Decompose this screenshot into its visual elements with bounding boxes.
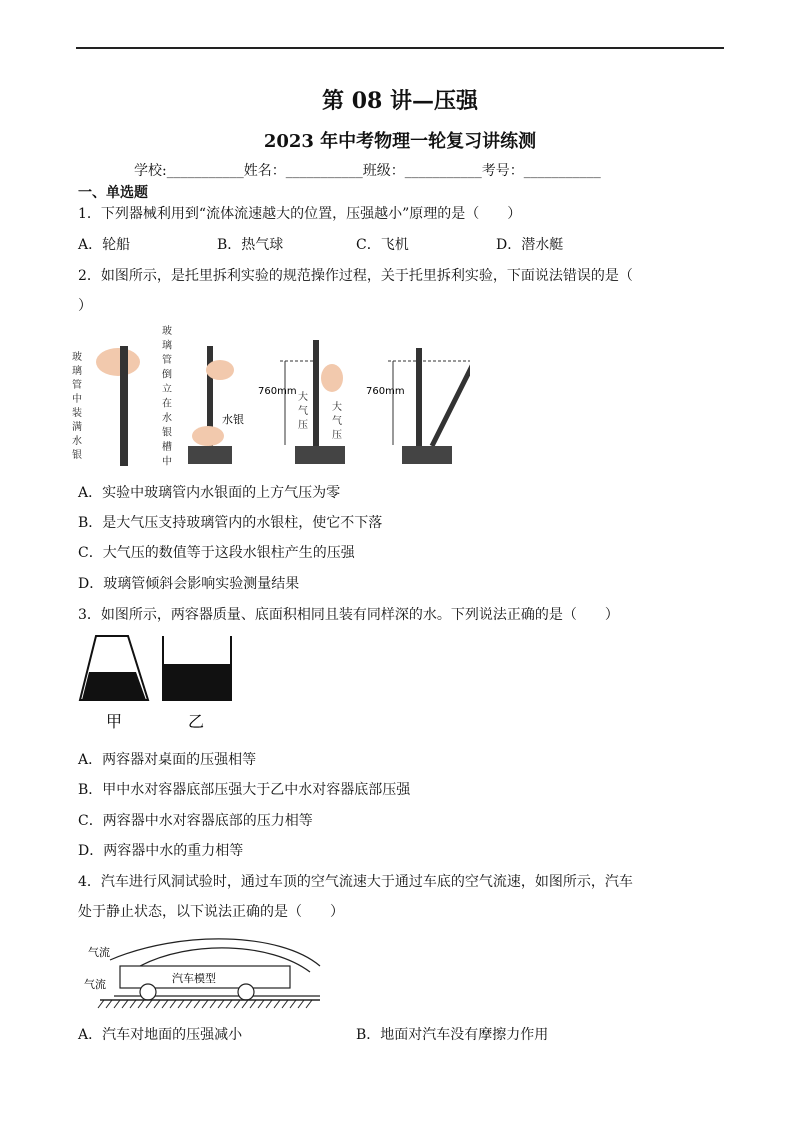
vertical-label-char: 璃 [72, 366, 82, 377]
label-fill-tube [72, 350, 82, 461]
vertical-label-char: 大 [332, 402, 342, 413]
question-3-option-a: A．两容器对桌面的压强相等 [78, 752, 257, 768]
vertical-label-char: 银 [72, 450, 82, 461]
vertical-label-char: 银 [162, 427, 172, 439]
top-rule [76, 47, 724, 49]
wind-tunnel-figure [80, 936, 330, 1011]
vertical-label-char: 水 [162, 413, 172, 424]
car-wheel-rear [238, 984, 254, 1000]
vertical-label-char: 倒 [162, 369, 172, 381]
question-1-stem: 1．下列器械利用到“流体流速越大的位置，压强越小”原理的是（ ） [78, 206, 522, 222]
question-1-option-a: A．轮船 [78, 237, 131, 253]
question-1-option-d: D．潜水艇 [496, 237, 564, 253]
glass-tube-4 [416, 348, 422, 446]
student-info-line: 学校:___________姓名：___________班级：___________考号：___________ [134, 163, 601, 179]
question-1-option-b: B．热气球 [217, 237, 284, 253]
vertical-label-char: 立 [162, 384, 172, 395]
question-4-option-a: A．汽车对地面的压强减小 [78, 1027, 243, 1043]
glass-tube-1 [120, 346, 128, 466]
question-2-stem-line1: 2．如图所示，是托里拆利实验的规范操作过程，关于托里拆利实验，下面说法错误的是（ [78, 268, 633, 284]
question-3-option-c: C．两容器中水对容器底部的压力相等 [78, 813, 313, 829]
vertical-label-char: 气 [298, 406, 308, 417]
page-title: 第 08 讲—压强 [322, 88, 478, 114]
label-invert-tube [162, 324, 172, 468]
label-flow-top: 气流 [88, 946, 110, 959]
car-wheel-front [140, 984, 156, 1000]
vertical-label-char: 装 [72, 408, 82, 419]
vertical-label-char: 压 [298, 420, 308, 431]
mercury-tub-4 [402, 446, 452, 464]
vertical-label-char: 中 [162, 456, 172, 468]
torricelli-figure [70, 318, 470, 473]
label-height-3: 760mm [258, 386, 297, 397]
vertical-label-char: 玻 [162, 326, 172, 337]
label-flow-bottom: 气流 [84, 978, 106, 991]
question-2-stem-line2: ） [78, 298, 92, 314]
question-2-option-b: B．是大气压支持玻璃管内的水银柱，使它不下落 [78, 515, 383, 531]
page-subtitle: 2023 年中考物理一轮复习讲练测 [263, 131, 537, 152]
label-car-model: 汽车模型 [172, 972, 216, 985]
question-2-option-c: C．大气压的数值等于这段水银柱产生的压强 [78, 545, 355, 561]
question-3-option-b: B．甲中水对容器底部压强大于乙中水对容器底部压强 [78, 782, 411, 798]
question-1-option-c: C．飞机 [356, 237, 409, 253]
vertical-label-char: 玻 [72, 352, 82, 363]
mercury-tub-2 [188, 446, 232, 464]
vertical-label-char: 水 [72, 436, 82, 447]
vertical-label-char: 管 [72, 380, 82, 391]
question-2-option-d: D．玻璃管倾斜会影响实验测量结果 [78, 576, 300, 592]
section-heading: 一、单选题 [78, 185, 148, 201]
question-2-option-a: A．实验中玻璃管内水银面的上方气压为零 [78, 485, 341, 501]
label-height-4: 760mm [366, 386, 405, 397]
question-4-stem-line2: 处于静止状态，以下说法正确的是（ ） [78, 904, 344, 920]
vertical-label-char: 在 [162, 398, 172, 410]
mercury-tub-3 [295, 446, 345, 464]
label-atm-left [298, 390, 308, 431]
question-4-stem-line1: 4．汽车进行风洞试验时，通过车顶的空气流速大于通过车底的空气流速，如图所示，汽车 [78, 874, 633, 890]
vertical-label-char: 中 [72, 394, 82, 405]
vertical-label-char: 管 [162, 355, 172, 366]
vertical-label-char: 璃 [162, 340, 172, 352]
vertical-label-char: 气 [332, 416, 342, 427]
vertical-label-char: 槽 [162, 442, 172, 453]
vertical-label-char: 满 [72, 422, 82, 433]
label-jia: 甲 [106, 712, 123, 731]
glass-tube-3 [313, 340, 319, 446]
containers-figure [76, 634, 246, 734]
question-4-option-b: B．地面对汽车没有摩擦力作用 [356, 1027, 549, 1043]
vertical-label-char: 大 [298, 392, 308, 403]
label-mercury: 水银 [222, 413, 244, 426]
question-3-stem: 3．如图所示，两容器质量、底面积相同且装有同样深的水。下列说法正确的是（ ） [78, 607, 619, 623]
vertical-label-char: 压 [332, 430, 342, 441]
question-3-option-d: D．两容器中水的重力相等 [78, 843, 244, 859]
label-yi: 乙 [188, 712, 205, 731]
label-atm-right [332, 400, 342, 441]
